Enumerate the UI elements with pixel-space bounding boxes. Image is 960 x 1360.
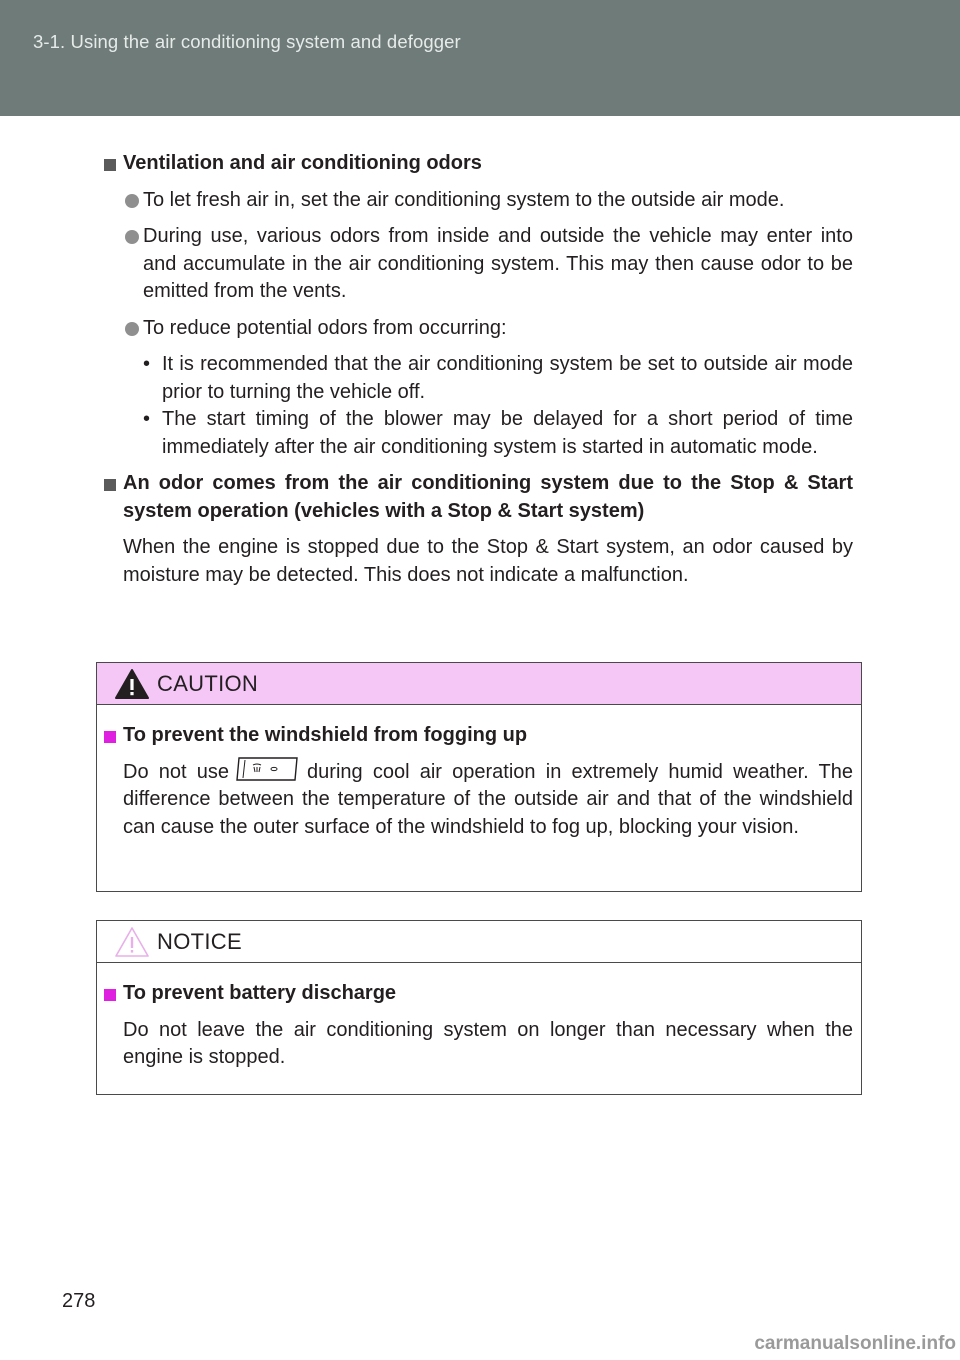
caution-title: CAUTION — [157, 671, 259, 696]
warning-triangle-icon — [114, 668, 150, 700]
caution-box — [96, 662, 862, 892]
circle-bullet-icon — [125, 230, 139, 244]
square-bullet-icon — [104, 731, 116, 743]
notice-heading: To prevent battery discharge — [101, 980, 853, 1008]
section-body-stop-start: When the engine is stopped due to the Stop & Start system, an odor caused by moisture may be detected. This does not indicate a malfunction. — [123, 536, 853, 586]
notice-header — [97, 921, 861, 963]
chapter-title: 3-1. Using the air conditioning system and defogger — [33, 31, 461, 52]
circle-bullet-icon — [125, 322, 139, 336]
notice-box — [96, 920, 862, 1095]
watermark: carmanualsonline.info — [754, 1333, 956, 1354]
caution-header — [97, 663, 861, 705]
notice-text: Do not leave the air conditioning system on longer than necessary when the engine is stopped. — [123, 1018, 853, 1068]
warning-triangle-outline-icon — [114, 926, 150, 958]
square-bullet-icon — [104, 479, 116, 491]
list-item: To let fresh air in, set the air conditioning system to the outside air mode. — [100, 187, 853, 215]
list-item: To reduce potential odors from occurring: — [100, 315, 853, 343]
page-header — [0, 0, 960, 116]
notice-body — [97, 963, 861, 1072]
list-item: During use, various odors from inside and outside the vehicle may enter into and accumulate in the air conditioning system. This may then cause odor to be emitted from the vents. — [100, 223, 853, 306]
sub-list-item: • The start timing of the blower may be delayed for a short period of time immediately after the air conditioning system is started in automatic mode. — [143, 408, 853, 458]
sub-list-item: • It is recommended that the air conditioning system be set to outside air mode prior to turning the vehicle off. — [143, 353, 853, 403]
dot-bullet-icon: • — [143, 408, 151, 430]
caution-body — [97, 705, 861, 841]
notice-title: NOTICE — [157, 929, 242, 954]
page-number: 278 — [62, 1290, 96, 1312]
dot-bullet-icon: • — [143, 353, 151, 375]
defroster-button-icon — [235, 756, 299, 782]
section-heading-stop-start: An odor comes from the air conditioning system due to the Stop & Start system operation (vehicles with a Stop & Start system) — [100, 470, 853, 525]
caution-text: Do not use during cool air operation in extremely humid weather. The difference between the temperature of the outside air and that of the windshield can cause the outer surface of the windshield to fog up, blocking your vision. — [101, 759, 853, 842]
main-content — [100, 150, 853, 589]
caution-heading: To prevent the windshield from fogging up — [101, 722, 853, 750]
square-bullet-icon — [104, 989, 116, 1001]
square-bullet-icon — [104, 159, 116, 171]
circle-bullet-icon — [125, 194, 139, 208]
section-heading-ventilation: Ventilation and air conditioning odors — [100, 150, 853, 178]
